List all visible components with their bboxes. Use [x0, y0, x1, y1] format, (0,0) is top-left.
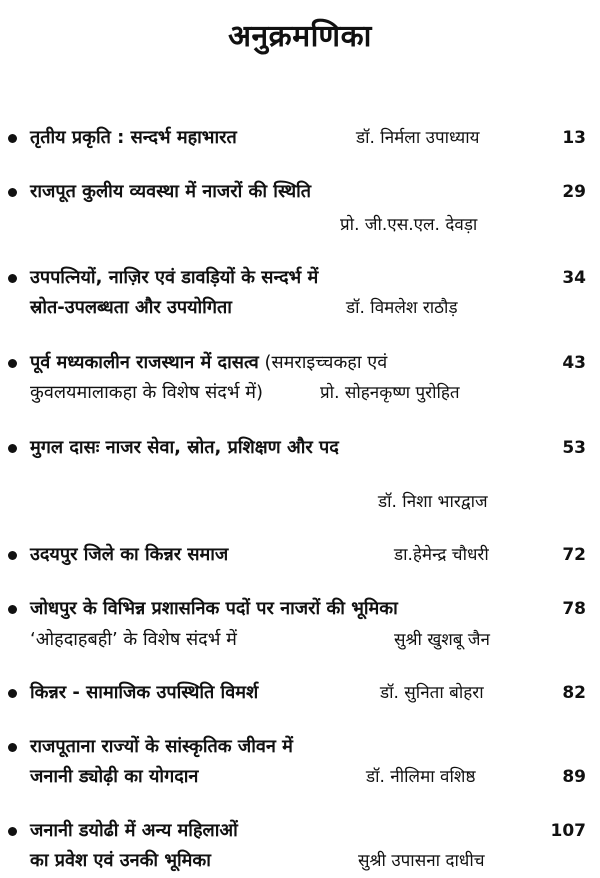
entry-page-number: 13	[562, 128, 586, 148]
entry-title: तृतीय प्रकृति : सन्दर्भ महाभारत	[30, 127, 237, 148]
entry-author: सुश्री खुशबू जैन	[394, 630, 490, 650]
bullet-icon	[8, 188, 17, 197]
bullet-icon	[8, 134, 17, 143]
entry-author: डॉ. नीलिमा वशिष्ठ	[366, 767, 476, 787]
bullet-icon	[8, 605, 17, 614]
entry-title-continued: स्रोत-उपलब्धता और उपयोगिता	[30, 297, 232, 318]
entry-author: डॉ. विमलेश राठौड़	[346, 298, 458, 318]
entry-author: डॉ. निर्मला उपाध्याय	[356, 128, 480, 148]
entry-author: सुश्री उपासना दाधीच	[358, 851, 485, 871]
toc-entry-line2	[0, 624, 600, 656]
entry-title: जनानी डयोढी में अन्य महिलाओं	[30, 820, 238, 841]
bullet-icon	[8, 444, 17, 453]
entry-title: उपपत्नियों, नाज़िर एवं डावड़ियों के सन्दर्भ में	[30, 267, 319, 288]
bullet-icon	[8, 743, 17, 752]
toc-entry-line2	[0, 486, 600, 518]
entry-title	[30, 347, 387, 379]
toc-entry	[0, 815, 600, 847]
entry-title: राजपूत कुलीय व्यवस्था में नाजरों की स्थिति	[30, 181, 312, 202]
bullet-icon	[8, 551, 17, 560]
entry-page-number: 78	[562, 599, 586, 619]
entry-title: मुगल दासः नाजर सेवा, स्रोत, प्रशिक्षण और पद	[30, 437, 339, 458]
entry-title-subtitle: (समराइच्चकहा एवं	[258, 352, 388, 373]
toc-entry	[0, 122, 600, 154]
bullet-icon	[8, 827, 17, 836]
toc-entry	[0, 731, 600, 763]
entry-page-number: 107	[550, 821, 586, 841]
entry-page-number: 72	[562, 545, 586, 565]
entry-author: प्रो. जी.एस.एल. देवड़ा	[340, 215, 478, 235]
entry-author: प्रो. सोहनकृष्ण पुरोहित	[320, 383, 460, 403]
toc-entry-line2	[0, 845, 600, 877]
page-title: अनुक्रमणिका	[228, 19, 372, 54]
entry-title: राजपूताना राज्यों के सांस्कृतिक जीवन में	[30, 736, 293, 757]
entry-title: उदयपुर जिले का किन्नर समाज	[30, 544, 229, 565]
entry-author: डॉ. सुनिता बोहरा	[380, 683, 484, 703]
toc-entry	[0, 347, 600, 379]
entry-page-number: 43	[562, 353, 586, 373]
toc-entry	[0, 432, 600, 464]
entry-page-number: 34	[562, 268, 586, 288]
entry-page-number: 89	[562, 767, 586, 787]
entry-page-number: 29	[562, 182, 586, 202]
entry-author: डा.हेमेन्द्र चौधरी	[394, 545, 489, 565]
entry-title: जोधपुर के विभिन्न प्रशासनिक पदों पर नाजरों की भूमिका	[30, 598, 398, 619]
entry-title-continued: का प्रवेश एवं उनकी भूमिका	[30, 850, 211, 871]
toc-entry-line2	[0, 209, 600, 241]
entry-title: किन्नर - सामाजिक उपस्थिति विमर्श	[30, 682, 259, 703]
toc-entry	[0, 593, 600, 625]
toc-entry-line2	[0, 761, 600, 793]
entry-title-main: पूर्व मध्यकालीन राजस्थान में दासत्व	[30, 352, 259, 373]
entry-title-continued: जनानी ड्योढ़ी का योगदान	[30, 766, 199, 787]
entry-author: डॉ. निशा भारद्वाज	[378, 492, 488, 512]
entry-page-number: 82	[562, 683, 586, 703]
bullet-icon	[8, 359, 17, 368]
toc-entry	[0, 176, 600, 208]
toc-entry-line2	[0, 377, 600, 409]
toc-entry-line2	[0, 292, 600, 324]
toc-entry	[0, 539, 600, 571]
toc-entry	[0, 677, 600, 709]
entry-title-continued: कुवलयमालाकहा के विशेष संदर्भ में)	[30, 382, 264, 403]
toc-entry	[0, 262, 600, 294]
entry-page-number: 53	[562, 438, 586, 458]
bullet-icon	[8, 274, 17, 283]
bullet-icon	[8, 689, 17, 698]
entry-title-continued: ‘ओहदाहबही’ के विशेष संदर्भ में	[30, 629, 237, 650]
